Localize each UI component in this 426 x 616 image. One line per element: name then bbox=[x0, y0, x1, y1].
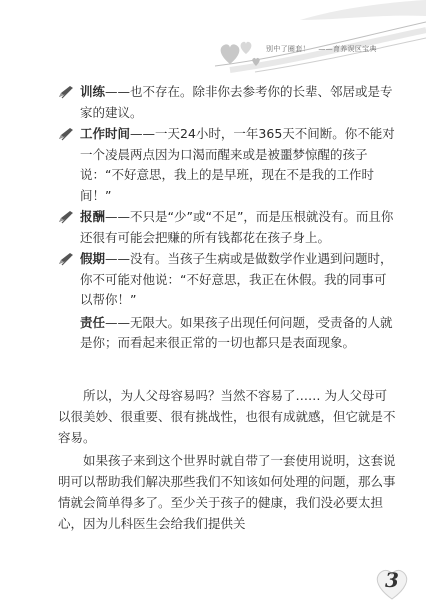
header-title-group bbox=[266, 44, 377, 54]
header-swoosh-decoration bbox=[0, 0, 426, 75]
list-item bbox=[58, 313, 396, 354]
body-text bbox=[58, 385, 396, 534]
term-label: 责任 bbox=[80, 314, 106, 330]
list-item bbox=[58, 207, 396, 248]
term-label: 工作时间 bbox=[80, 126, 131, 141]
hearts-icon bbox=[216, 34, 276, 74]
header-subtitle: ——育养误区宝典 bbox=[318, 45, 377, 53]
term-description: ——一天24小时，一年365天不间断。你不能对一个凌晨两点因为口渴而醒来或是被噩梦惊醒的孩子说：“不好意思，我上的是早班，现在不是我的工作时间！” bbox=[80, 126, 395, 203]
term-description: ——不只是“少”或“不足”，而是压根就没有。而且你还很有可能会把赚的所有钱都花在孩子身上。 bbox=[80, 209, 394, 245]
pencil-icon bbox=[58, 210, 74, 224]
term-description: ——也不存在。除非你去参考你的长辈、邻居或是专家的建议。 bbox=[80, 84, 393, 120]
paragraph: 所以，为人父母容易吗？当然不容易了…… 为人父母可以很美妙、很重要、很有挑战性，也很有成就感，但它就是不容易。 bbox=[58, 388, 396, 445]
term-label: 假期 bbox=[80, 251, 106, 266]
term-label: 报酬 bbox=[80, 209, 106, 224]
page-header bbox=[0, 0, 426, 75]
pencil-icon bbox=[58, 127, 74, 141]
pencil-icon bbox=[58, 85, 74, 99]
term-description: ——没有。当孩子生病或是做数学作业遇到问题时，你不可能对他说：“不好意思，我正在休假。我的同事可以帮你！” bbox=[80, 251, 393, 307]
page-number: 3 bbox=[385, 568, 399, 592]
term-label: 训练 bbox=[80, 84, 106, 99]
list-item bbox=[58, 82, 396, 123]
list-item bbox=[58, 124, 396, 206]
pencil-icon bbox=[58, 252, 74, 266]
term-list bbox=[58, 82, 396, 355]
header-title: 别中了圈套！ bbox=[266, 45, 310, 53]
term-description: ——无限大。如果孩子出现任何问题，受责备的人就是你；而看起来很正常的一切也都只是表面现象。 bbox=[80, 314, 393, 350]
page-number-badge bbox=[372, 562, 412, 602]
paragraph: 如果孩子来到这个世界时就自带了一套使用说明，这套说明可以帮助我们解决那些我们不知该如何处理的问题，那么事情就会简单得多了。至少关于孩子的健康，我们没必要太担心，因为儿科医生会给我们提供关 bbox=[58, 453, 396, 531]
list-item bbox=[58, 249, 396, 311]
